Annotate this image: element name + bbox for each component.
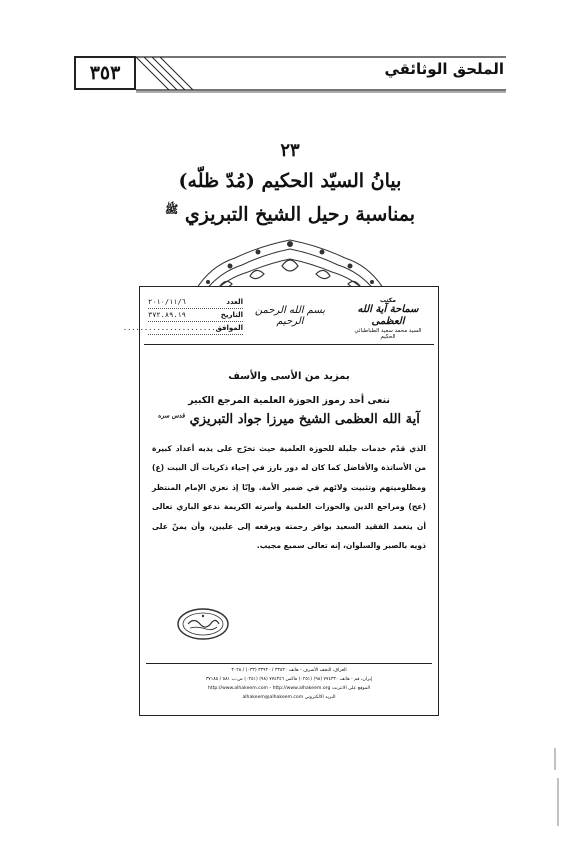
official-seal-stamp <box>176 607 230 641</box>
reference-field <box>122 322 243 335</box>
letter-footer <box>146 663 432 702</box>
letter-document <box>122 286 439 716</box>
number-label: العدد <box>226 298 243 306</box>
reference-label: الموافق <box>215 324 243 332</box>
letterhead-divider <box>144 344 434 345</box>
footer-email: البريد الالكتروني alhakeem@alhakeem.com <box>242 695 336 700</box>
footer-divider <box>146 663 432 664</box>
reference-value: ...................... <box>122 324 216 332</box>
document-title: بيانُ السيّد الحكيم (مُدّ ظلّه) <box>178 170 402 192</box>
letterhead-office-label: مكتب <box>379 297 396 304</box>
document-number: ٢٣ <box>280 140 300 161</box>
letter-paragraph: الذي قدّم خدمات جليلة للحوزة العلمية حيث تخرّج على يديه أعداد كبيرة من الأساتذة والأفاضل كما كان له دور بارز في إحياء ذكريات آل البيت (ع) ومظلوميتهم وتثبيت ولائهم في ضمير الأمة. وإنّا إذ نعزي الإمام المنتظر (عج) ومراجع الدين والحوزات العلمية وأسرته الكريمة ندعو الباري تعالى أن يتغمد الفقيد السعيد بوافر رحمته ويرفعه إلى عليين، وأن يمنّ على ذويه بالصبر والسلوان، إنه تعالى سميع مجيب. <box>152 444 426 551</box>
document-subtitle <box>0 203 580 225</box>
letterhead-office <box>348 297 428 340</box>
footer-website: الموقع على الانترنت http://www.alhakeem.com - http://www.alhakeem.org <box>207 686 371 691</box>
deceased-honorific: قدس سره <box>158 412 186 420</box>
basmala: بسم الله الرحمن الرحيم <box>254 305 326 327</box>
letterhead-office-subname: السيد محمد سعيد الطباطبائي الحكيم <box>354 328 422 340</box>
page-header <box>74 56 506 96</box>
date-label: التاريخ <box>220 311 243 319</box>
letter-body <box>152 371 426 555</box>
date-field <box>148 309 243 322</box>
number-field <box>148 296 243 309</box>
deceased-name-text: آية الله العظمى الشيخ ميرزا جواد التبريزي <box>189 412 420 427</box>
letterhead-office-name: سماحة آية الله العظمى <box>357 304 419 327</box>
document-subtitle-text: بمناسبة رحيل الشيخ التبريزي <box>184 203 416 226</box>
footer-address-iran: إيران، قم - هاتف ٧٧٤٣٣٠ (٩٨) (٠٢٥١) فاكس ٧٧٤٣٤٦ (٩٨) (٠٢٥١) ص.ب ٥٨١ / ٣٧١٨٥ <box>205 677 373 682</box>
date-value: ٣٧٢.٨٩.١٩ <box>148 311 186 319</box>
number-value: ٢٠١٠/١١/٦ <box>148 298 186 306</box>
honorific-mark: ﷺ <box>164 203 179 216</box>
letter-subheading: ننعى أحد رموز الحوزة العلمية المرجع الكبير <box>188 395 390 406</box>
deceased-name <box>152 412 426 427</box>
page-number: ٣٥٣ <box>74 56 136 90</box>
margin-scan-marks <box>552 748 562 828</box>
letterhead-fields <box>122 296 243 335</box>
footer-address-iraq: العراق، النجف الأشرف - هاتف ٣٣٥٣٠ / ٣٣٩٣٠ (٠٣٣) / ٣٠٢٨ <box>231 668 347 673</box>
section-title: الملحق الوثائقي <box>384 60 504 78</box>
letter-heading: بمزيد من الأسى والأسف <box>228 371 350 382</box>
